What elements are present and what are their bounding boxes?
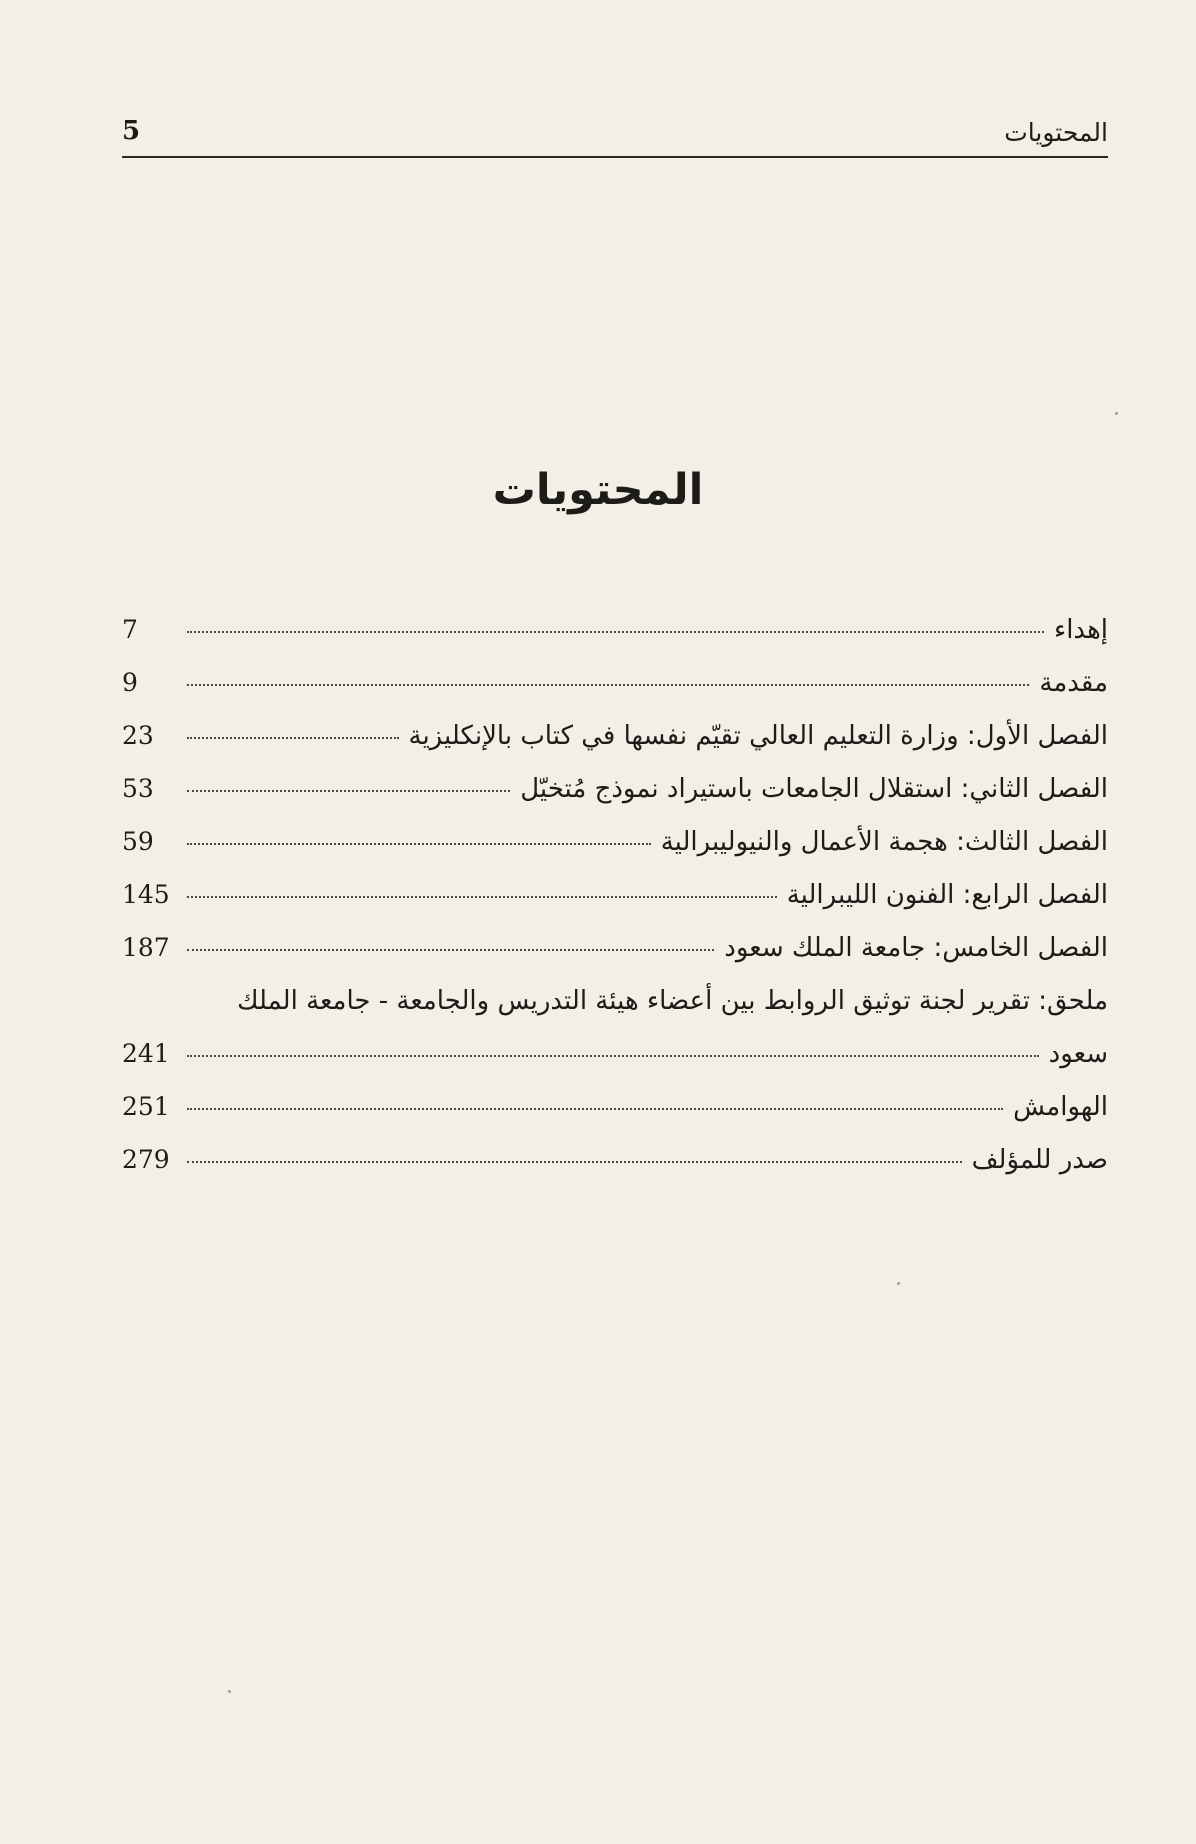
table-of-contents (122, 615, 1108, 1198)
toc-entry-page: 9 (122, 668, 138, 697)
toc-entry-page: 53 (122, 774, 154, 803)
toc-entry-page: 145 (122, 880, 170, 909)
toc-entry[interactable] (122, 668, 1108, 721)
toc-entry-wrapped-line[interactable] (122, 986, 1108, 1039)
toc-entry-page: 241 (122, 1039, 170, 1068)
page-title: المحتويات (492, 465, 704, 515)
dot-leader (187, 949, 714, 951)
toc-entry[interactable] (122, 615, 1108, 668)
toc-entry-page: 59 (122, 827, 154, 856)
toc-entry[interactable] (122, 827, 1108, 880)
toc-entry-title: الفصل الأول: وزارة التعليم العالي تقيّم نفسها في كتاب بالإنكليزية (408, 721, 1108, 751)
dot-leader (187, 843, 651, 845)
running-header (122, 112, 1108, 158)
dot-leader (187, 684, 1029, 686)
scan-speck (1115, 412, 1118, 415)
dot-leader (187, 737, 399, 739)
toc-entry-page: 251 (122, 1092, 170, 1121)
toc-entry[interactable] (122, 880, 1108, 933)
toc-entry-page: 279 (122, 1145, 170, 1174)
dot-leader (187, 1055, 1039, 1057)
toc-entry[interactable] (122, 933, 1108, 986)
running-title: المحتويات (1004, 118, 1108, 147)
toc-entry-title: الفصل الثاني: استقلال الجامعات باستيراد نموذج مُتخيّل (520, 774, 1108, 804)
toc-entry-title: إهداء (1053, 615, 1108, 645)
dot-leader (187, 790, 510, 792)
toc-entry[interactable] (122, 774, 1108, 827)
toc-entry[interactable] (122, 1039, 1108, 1092)
dot-leader (187, 1108, 1003, 1110)
toc-entry[interactable] (122, 1092, 1108, 1145)
toc-entry-title: ملحق: تقرير لجنة توثيق الروابط بين أعضاء هيئة التدريس والجامعة - جامعة الملك (237, 986, 1108, 1016)
toc-entry-page: 7 (122, 615, 138, 644)
toc-entry-title: صدر للمؤلف (971, 1145, 1108, 1175)
dot-leader (187, 1161, 962, 1163)
toc-entry-title: الفصل الخامس: جامعة الملك سعود (724, 933, 1108, 963)
toc-entry-title: الفصل الثالث: هجمة الأعمال والنيوليبرالية (660, 827, 1108, 857)
toc-entry-page: 187 (122, 933, 170, 962)
toc-entry-title: سعود (1048, 1039, 1108, 1069)
scan-speck (228, 1690, 231, 1693)
dot-leader (187, 631, 1044, 633)
toc-entry[interactable] (122, 721, 1108, 774)
toc-entry-page: 23 (122, 721, 154, 750)
page-number: 5 (122, 116, 141, 146)
dot-leader (187, 896, 777, 898)
scan-speck (897, 1282, 900, 1285)
toc-entry-title: الفصل الرابع: الفنون الليبرالية (786, 880, 1108, 910)
toc-entry[interactable] (122, 1145, 1108, 1198)
toc-entry-title: مقدمة (1039, 668, 1108, 698)
toc-entry-title: الهوامش (1013, 1092, 1108, 1122)
